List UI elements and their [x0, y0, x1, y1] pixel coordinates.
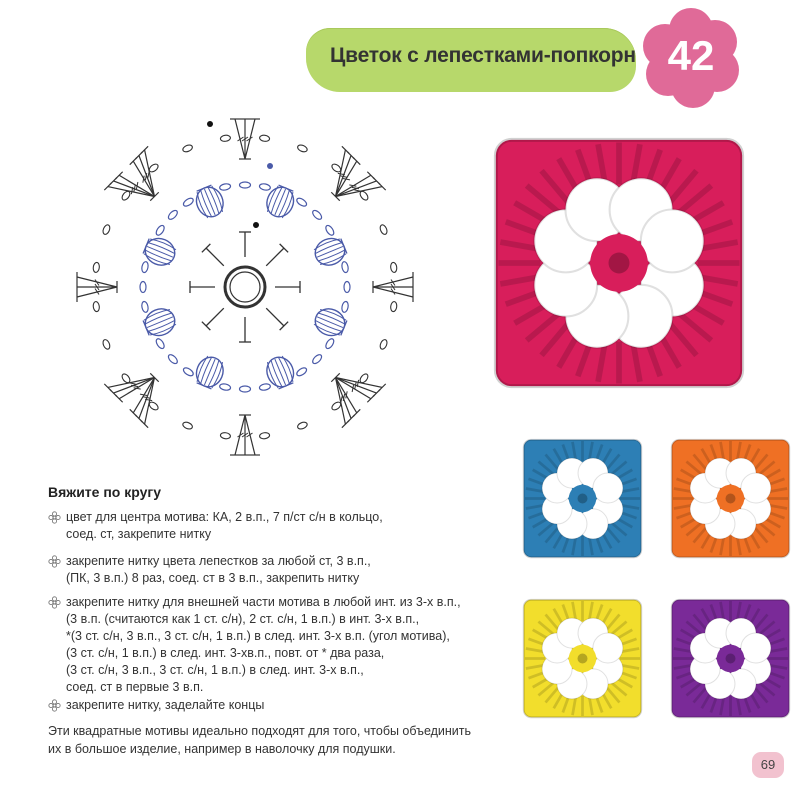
purple-granny-square-icon — [668, 596, 793, 721]
step-3-line-5: (3 ст. с/н, 3 в.п., 3 ст. с/н, 1 в.п.) в след. инт. 3-х в.п., — [66, 663, 364, 677]
yellow-granny-square-icon — [520, 596, 645, 721]
flower-bullet-icon — [48, 596, 61, 609]
step-2-line-1: закрепите нитку цвета лепестков за любой ст, 3 в.п., — [66, 554, 371, 568]
blue-granny-square-icon — [520, 436, 645, 561]
step-1-line-2: соед. ст, закрепите нитку — [66, 527, 212, 541]
step-2-line-2: (ПК, 3 в.п.) 8 раз, соед. ст в 3 в.п., закрепить нитку — [66, 571, 360, 585]
step-3-line-6: соед. ст в первые 3 в.п. — [66, 680, 204, 694]
step-3 — [48, 594, 498, 696]
step-4-line-1: закрепите нитку, заделайте концы — [66, 698, 265, 712]
section-heading: Вяжите по кругу — [48, 484, 162, 500]
step-3-line-4: (3 ст. с/н, 1 в.п.) в след. инт. 3-хв.п., повт. от * два раза, — [66, 646, 385, 660]
step-4 — [48, 697, 498, 714]
footer-note-line-2: их в большое изделие, например в наволочку для подушки. — [48, 742, 396, 756]
crochet-chart-icon — [60, 112, 440, 472]
page-number: 69 — [760, 757, 776, 772]
step-2 — [48, 553, 498, 587]
footer-note-line-1: Эти квадратные мотивы идеально подходят для того, чтобы объединить — [48, 724, 472, 738]
motif-number: 42 — [667, 32, 715, 79]
flower-bullet-icon — [48, 699, 61, 712]
step-3-line-2: (3 в.п. (считаются как 1 ст. с/н), 2 ст. с/н, 1 в.п.) в инт. 3-х в.п., — [66, 612, 420, 626]
flower-bullet-icon — [48, 555, 61, 568]
step-3-line-1: закрепите нитку для внешней части мотива в любой инт. из 3-х в.п., — [66, 595, 461, 609]
orange-granny-square-icon — [668, 436, 793, 561]
step-1 — [48, 509, 498, 543]
footer-note — [48, 722, 518, 758]
flower-bullet-icon — [48, 511, 61, 524]
page-title: Цветок с лепестками-попкорн — [330, 44, 636, 67]
step-1-line-1: цвет для центра мотива: КА, 2 в.п., 7 п/ст с/н в кольцо, — [66, 510, 383, 524]
pink-granny-square-icon — [488, 132, 750, 394]
step-3-line-3: *(3 ст. с/н, 3 в.п., 3 ст. с/н, 1 в.п.) в след. инт. 3-х в.п. (угол мотива), — [66, 629, 450, 643]
